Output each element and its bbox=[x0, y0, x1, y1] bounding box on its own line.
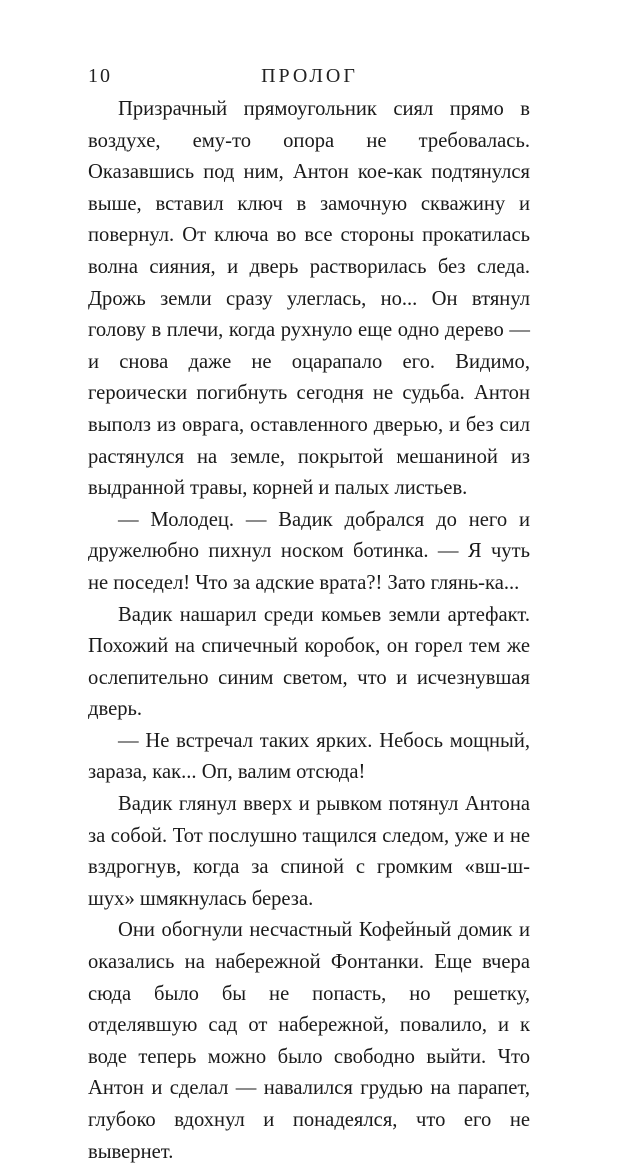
page-number: 10 bbox=[88, 65, 112, 87]
paragraph: — Молодец. — Вадик добрался до него и дружелюбно пихнул носком ботинка. — Я чуть не поседел! Что за адские врата?! Зато глянь-ка... bbox=[88, 508, 530, 594]
chapter-title: ПРОЛОГ bbox=[261, 65, 358, 87]
paragraph: — Не встречал таких ярких. Небось мощный, зараза, как... Оп, валим отсюда! bbox=[88, 729, 530, 784]
paragraph: Они обогнули несчастный Кофейный домик и оказались на набережной Фонтанки. Еще вчера сюда было бы не попасть, но решетку, отделявшую сад от набережной, повалило, и к воде теперь можно было свободно выйти. Что Антон и сделал — навалился грудью на парапет, глубоко вдохнул и понадеялся, что его не вывернет. bbox=[88, 919, 530, 1163]
paragraph: Вадик глянул вверх и рывком потянул Антона за собой. Тот послушно тащился следом, уже и не вздрогнув, когда за спиной с громким «вш-ш-шух» шмякнулась береза. bbox=[88, 793, 530, 910]
paragraph: Призрачный прямоугольник сиял прямо в воздухе, ему-то опора не требовалась. Оказавшись под ним, Антон кое-как подтянулся выше, вставил ключ в замочную скважину и повернул. От ключа во все стороны прокатилась волна сияния, и дверь растворилась без следа. Дрожь земли сразу улеглась, но... Он втянул голову в плечи, когда рухнуло еще одно дерево — и снова даже не оцарапало его. Видимо, героически погибнуть сегодня не судьба. Антон выполз из оврага, оставленного дверью, и без сил растянулся на земле, покрытой мешаниной из выдранной травы, корней и палых листьев. bbox=[88, 98, 530, 500]
paragraph: Вадик нашарил среди комьев земли артефакт. Похожий на спичечный коробок, он горел тем же ослепительно синим светом, что и исчезнувшая дверь. bbox=[88, 603, 530, 721]
running-header bbox=[88, 65, 531, 89]
body-text bbox=[88, 94, 530, 1168]
